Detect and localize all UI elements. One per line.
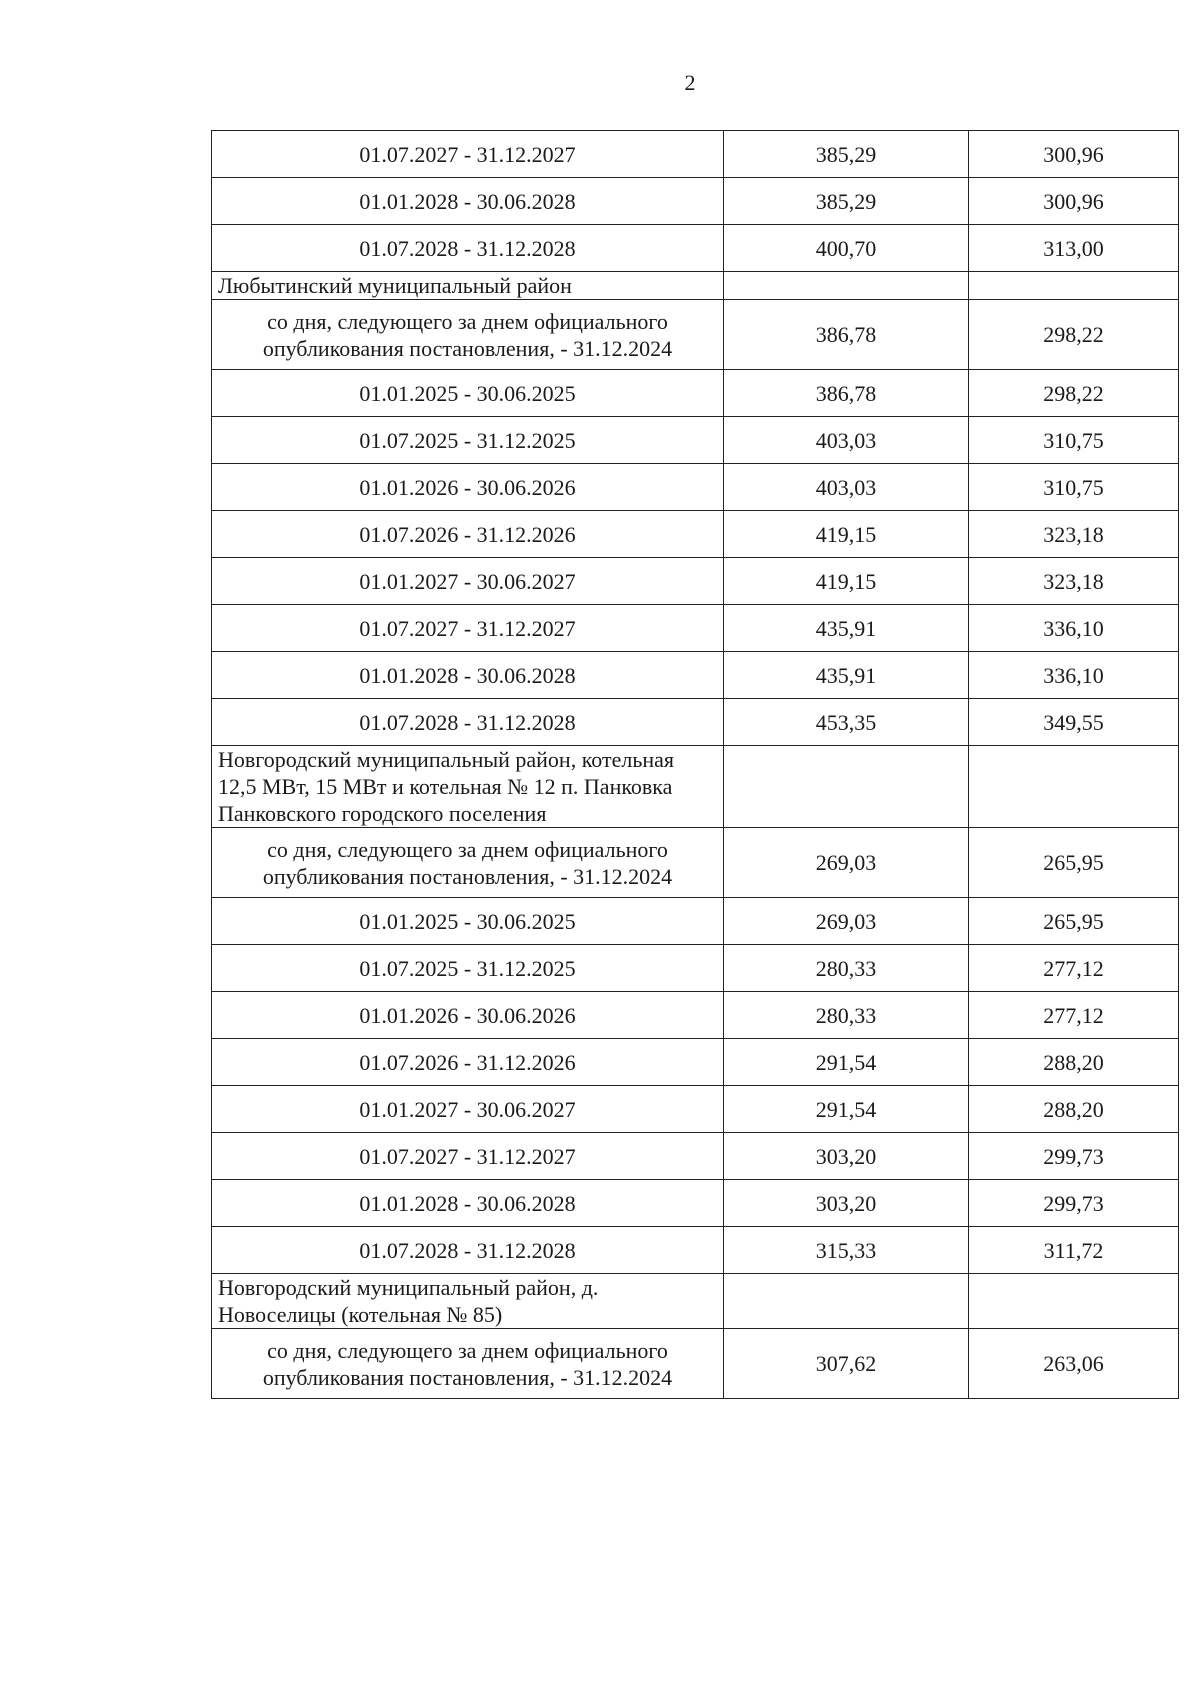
tariff-value-cell-1: 419,15	[724, 558, 969, 605]
table-row	[212, 558, 1179, 605]
tariff-value-cell-2: 299,73	[969, 1180, 1179, 1227]
period-cell: со дня, следующего за днем официального опубликования постановления, - 31.12.2024	[212, 300, 724, 370]
table-row	[212, 464, 1179, 511]
period-cell: со дня, следующего за днем официального опубликования постановления, - 31.12.2024	[212, 828, 724, 898]
tariff-value-cell-2: 298,22	[969, 300, 1179, 370]
period-cell: со дня, следующего за днем официального опубликования постановления, - 31.12.2024	[212, 1329, 724, 1399]
tariff-value-cell-2: 300,96	[969, 131, 1179, 178]
tariff-value-cell-1: 280,33	[724, 992, 969, 1039]
tariff-value-cell-1: 291,54	[724, 1086, 969, 1133]
tariff-value-cell-2: 277,12	[969, 945, 1179, 992]
empty-cell	[969, 746, 1179, 828]
section-title-cell: Новгородский муниципальный район, котельная 12,5 МВт, 15 МВт и котельная № 12 п. Панковка Панковского городского поселения	[212, 746, 724, 828]
period-cell: 01.01.2025 - 30.06.2025	[212, 370, 724, 417]
period-cell: 01.01.2028 - 30.06.2028	[212, 178, 724, 225]
tariff-value-cell-2: 323,18	[969, 511, 1179, 558]
tariff-value-cell-2: 313,00	[969, 225, 1179, 272]
tariff-value-cell-1: 453,35	[724, 699, 969, 746]
table-row	[212, 178, 1179, 225]
tariff-value-cell-1: 303,20	[724, 1180, 969, 1227]
tariff-value-cell-2: 300,96	[969, 178, 1179, 225]
empty-cell	[724, 746, 969, 828]
tariff-value-cell-1: 419,15	[724, 511, 969, 558]
empty-cell	[724, 272, 969, 300]
tariff-value-cell-1: 269,03	[724, 898, 969, 945]
table-row	[212, 370, 1179, 417]
tariff-value-cell-2: 299,73	[969, 1133, 1179, 1180]
empty-cell	[724, 1274, 969, 1329]
tariff-value-cell-1: 403,03	[724, 464, 969, 511]
period-cell: 01.07.2025 - 31.12.2025	[212, 945, 724, 992]
tariff-value-cell-1: 435,91	[724, 605, 969, 652]
period-cell: 01.01.2027 - 30.06.2027	[212, 558, 724, 605]
table-row	[212, 1086, 1179, 1133]
table-row	[212, 1039, 1179, 1086]
period-cell: 01.07.2025 - 31.12.2025	[212, 417, 724, 464]
table-row	[212, 417, 1179, 464]
tariff-value-cell-1: 435,91	[724, 652, 969, 699]
period-cell: 01.01.2025 - 30.06.2025	[212, 898, 724, 945]
tariff-value-cell-2: 336,10	[969, 605, 1179, 652]
tariff-value-cell-1: 280,33	[724, 945, 969, 992]
tariff-value-cell-1: 385,29	[724, 131, 969, 178]
tariff-value-cell-1: 386,78	[724, 370, 969, 417]
table-row	[212, 945, 1179, 992]
page-number: 2	[684, 70, 696, 95]
period-cell: 01.07.2026 - 31.12.2026	[212, 1039, 724, 1086]
tariff-value-cell-2: 323,18	[969, 558, 1179, 605]
table-row	[212, 1227, 1179, 1274]
table-row	[212, 652, 1179, 699]
tariff-value-cell-2: 298,22	[969, 370, 1179, 417]
tariff-value-cell-1: 291,54	[724, 1039, 969, 1086]
section-title-cell: Новгородский муниципальный район, д. Новоселицы (котельная № 85)	[212, 1274, 724, 1329]
period-cell: 01.07.2027 - 31.12.2027	[212, 1133, 724, 1180]
tariff-value-cell-2: 288,20	[969, 1086, 1179, 1133]
table-row	[212, 511, 1179, 558]
period-cell: 01.01.2028 - 30.06.2028	[212, 1180, 724, 1227]
tariff-value-cell-1: 269,03	[724, 828, 969, 898]
period-cell: 01.01.2026 - 30.06.2026	[212, 992, 724, 1039]
period-cell: 01.07.2026 - 31.12.2026	[212, 511, 724, 558]
empty-cell	[969, 272, 1179, 300]
tariff-value-cell-2: 288,20	[969, 1039, 1179, 1086]
period-cell: 01.07.2027 - 31.12.2027	[212, 131, 724, 178]
section-title-cell: Любытинский муниципальный район	[212, 272, 724, 300]
tariff-value-cell-2: 336,10	[969, 652, 1179, 699]
tariff-table	[211, 130, 1179, 1399]
empty-cell	[969, 1274, 1179, 1329]
period-cell: 01.07.2028 - 31.12.2028	[212, 1227, 724, 1274]
table-row	[212, 828, 1179, 898]
tariff-value-cell-2: 310,75	[969, 464, 1179, 511]
table-row	[212, 1133, 1179, 1180]
tariff-value-cell-2: 349,55	[969, 699, 1179, 746]
tariff-value-cell-1: 303,20	[724, 1133, 969, 1180]
tariff-value-cell-1: 400,70	[724, 225, 969, 272]
tariff-value-cell-1: 315,33	[724, 1227, 969, 1274]
period-cell: 01.01.2026 - 30.06.2026	[212, 464, 724, 511]
table-row	[212, 1180, 1179, 1227]
tariff-value-cell-2: 265,95	[969, 898, 1179, 945]
section-row	[212, 1274, 1179, 1329]
table-row	[212, 699, 1179, 746]
tariff-value-cell-2: 265,95	[969, 828, 1179, 898]
period-cell: 01.01.2028 - 30.06.2028	[212, 652, 724, 699]
tariff-value-cell-1: 385,29	[724, 178, 969, 225]
section-row	[212, 272, 1179, 300]
tariff-value-cell-2: 310,75	[969, 417, 1179, 464]
table-row	[212, 605, 1179, 652]
period-cell: 01.07.2028 - 31.12.2028	[212, 699, 724, 746]
table-row	[212, 1329, 1179, 1399]
tariff-value-cell-1: 386,78	[724, 300, 969, 370]
table-row	[212, 898, 1179, 945]
period-cell: 01.01.2027 - 30.06.2027	[212, 1086, 724, 1133]
table-row	[212, 992, 1179, 1039]
tariff-value-cell-2: 263,06	[969, 1329, 1179, 1399]
section-row	[212, 746, 1179, 828]
tariff-table-body	[212, 131, 1179, 1399]
tariff-value-cell-1: 403,03	[724, 417, 969, 464]
period-cell: 01.07.2028 - 31.12.2028	[212, 225, 724, 272]
tariff-value-cell-1: 307,62	[724, 1329, 969, 1399]
tariff-value-cell-2: 311,72	[969, 1227, 1179, 1274]
period-cell: 01.07.2027 - 31.12.2027	[212, 605, 724, 652]
table-row	[212, 225, 1179, 272]
tariff-value-cell-2: 277,12	[969, 992, 1179, 1039]
table-row	[212, 131, 1179, 178]
table-row	[212, 300, 1179, 370]
